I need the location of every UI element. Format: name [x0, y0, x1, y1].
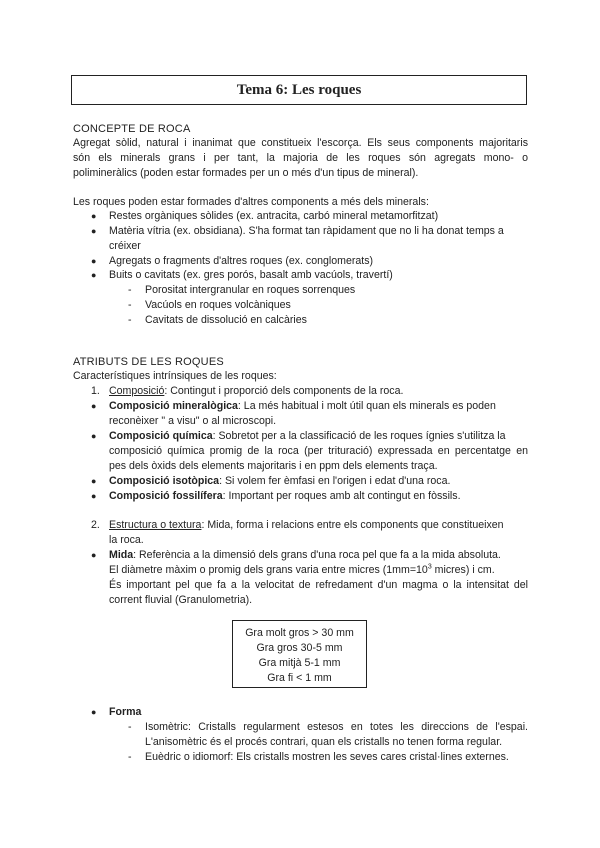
bullet-icon: ●: [91, 270, 97, 280]
component-bullet-1: Restes orgàniques sòlides (ex. antracita, carbó mineral metamorfitzat): [109, 210, 439, 222]
bullet-icon: ●: [91, 256, 97, 266]
mida-line-1: Mida: Referència a la dimensió dels grans d'una roca pel que fa a la mida absoluta.: [109, 549, 501, 561]
concepte-line-3: polimineràlics (poden estar formades per un o més d'un tipus de mineral).: [73, 167, 419, 179]
cavity-item-3: Cavitats de dissolució en calcàries: [145, 314, 307, 326]
concepte-line-2: són els minerals grans i per tant, la majoria de les roques són agregats mono- o: [73, 152, 528, 164]
mida-line-2: El diàmetre màxim o promig dels grans varia entre micres ($1mm=10^3$ micres) i cm.: [109, 563, 495, 576]
item-number-1: 1.: [91, 385, 100, 397]
bullet-icon: ●: [91, 211, 97, 221]
dash-icon: -: [128, 721, 132, 733]
component-bullet-3: Agregats o fragments d'altres roques (ex. conglomerats): [109, 255, 374, 267]
forma-label: Forma: [109, 706, 142, 718]
comp-mineralogica-line-2: reconèixer " a visu" o al microscopi.: [109, 415, 277, 427]
concepte-line-1: Agregat sòlid, natural i inanimat que constitueix l'escorça. Els seus components majoritaris: [73, 137, 528, 149]
item-estructura-line-1: Estructura o textura: Mida, forma i relacions entre els components que constitueixen: [109, 519, 504, 531]
forma-isometric-line-2: L'anisomètric és el procés contrari, quan els cristalls no tenen forma regular.: [145, 736, 503, 748]
grain-size-row: Gra fi < 1 mm: [267, 672, 332, 684]
grain-size-row: Gra mitjà 5-1 mm: [258, 657, 341, 669]
dash-icon: -: [128, 314, 132, 326]
comp-quimica-line-3: pes dels òxids dels elements majoritaris i en ppm dels elements traça.: [109, 460, 438, 472]
page-title: Tema 6: Les roques: [236, 81, 362, 98]
bullet-icon: ●: [91, 550, 97, 560]
comp-isotopica: Composició isotòpica: Si volem fer èmfasi en l'origen i edat d'una roca.: [109, 475, 451, 487]
bullet-icon: ●: [91, 707, 97, 717]
atributs-intro: Característiques intrínsiques de les roques:: [73, 370, 277, 382]
mida-line-4: corrent fluvial (Granulometria).: [109, 594, 253, 606]
components-intro: Les roques poden estar formades d'altres components a més dels minerals:: [73, 196, 429, 208]
bullet-icon: ●: [91, 226, 97, 236]
grain-size-table: [232, 620, 367, 688]
component-bullet-2-cont: créixer: [109, 240, 141, 252]
item-estructura-line-2: la roca.: [109, 534, 144, 546]
dash-icon: -: [128, 751, 132, 763]
grain-size-row: Gra molt gros > 30 mm: [245, 627, 354, 639]
component-bullet-2: Matèria vítria (ex. obsidiana). S'ha format tan ràpidament que no li ha donat temps a: [109, 225, 504, 237]
mida-line-3: És important pel que fa a la velocitat de refredament d'un magma o la intensitat del: [109, 579, 528, 591]
bullet-icon: ●: [91, 431, 97, 441]
bullet-icon: ●: [91, 491, 97, 501]
comp-quimica-line-2: composició química promig de la roca (per trituració) expressada en percentatge en: [109, 445, 528, 457]
cavity-item-2: Vacúols en roques volcàniques: [145, 299, 291, 311]
bullet-icon: ●: [91, 476, 97, 486]
dash-icon: -: [128, 299, 132, 311]
forma-isometric-line-1: Isomètric: Cristalls regularment estesos en totes les direccions de l'espai.: [145, 721, 528, 733]
comp-mineralogica-line-1: Composició mineralògica: La més habitual i molt útil quan els minerals es poden: [109, 400, 496, 412]
comp-fossilifera: Composició fossilífera: Important per roques amb alt contingut en fòssils.: [109, 490, 461, 502]
item-number-2: 2.: [91, 519, 100, 531]
comp-quimica-line-1: Composició química: Sobretot per a la classificació de les roques ígnies s'utilitza la: [109, 430, 506, 442]
grain-size-row: Gra gros 30-5 mm: [256, 642, 343, 654]
section-heading-concepte: CONCEPTE DE ROCA: [73, 123, 191, 135]
component-bullet-4: Buits o cavitats (ex. gres porós, basalt amb vacúols, travertí): [109, 269, 393, 281]
title-box: [71, 75, 527, 105]
cavity-item-1: Porositat intergranular en roques sorrenques: [145, 284, 356, 296]
dash-icon: -: [128, 284, 132, 296]
bullet-icon: ●: [91, 401, 97, 411]
section-heading-atributs: ATRIBUTS DE LES ROQUES: [73, 356, 224, 368]
item-composicio: Composició: Contingut i proporció dels components de la roca.: [109, 385, 404, 397]
forma-euedric: Euèdric o idiomorf: Els cristalls mostren les seves cares cristal·lines externes.: [145, 751, 509, 763]
